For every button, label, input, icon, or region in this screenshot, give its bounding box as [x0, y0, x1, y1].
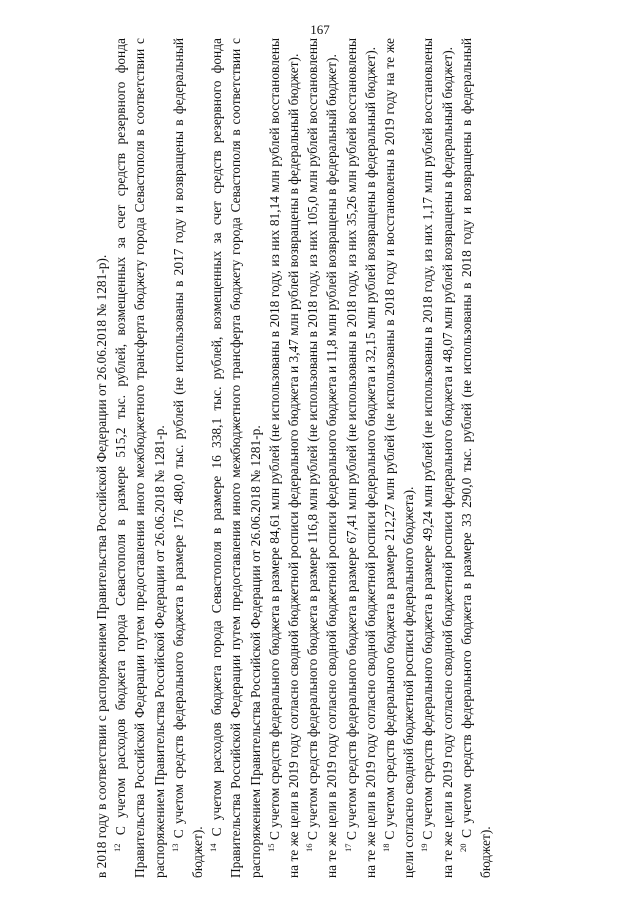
footnote-text: С учетом средств федерального бюджета в размере 176 480,0 тыс. рублей (не использованы в 2017 году и возвращены в федеральный бюджет). [170, 38, 206, 878]
footnote-13 [169, 38, 207, 878]
rotated-footnotes-area [92, 38, 582, 878]
footnote-text: С учетом средств федерального бюджета в размере 49,24 млн рублей (не использованы в 2018 году, из них 1,17 млн рублей восстановлены на те же цели в 2019 году согласно сводной бюджетной росписи федерального бюджета и 48,07 млн рублей возвращены в федеральный бюджет). [420, 38, 455, 878]
footnote-text: С учетом средств федерального бюджета в размере 212,27 млн рублей (не использованы в 2018 году и восстановлены в 2019 году на те же цели согласно сводной бюджетной росписи федерального бюджета). [382, 38, 417, 878]
footnote-18 [380, 38, 418, 878]
footnote-text: С учетом средств федерального бюджета в размере 116,8 млн рублей (не использованы в 2018 году, из них 105,0 млн рублей восстановлены на те же цели в 2019 году согласно сводной бюджетной росписи федерального бюджета и 11,8 млн рублей возвращены в федеральный бюджет). [305, 38, 340, 878]
footnote-mark: 18 [381, 843, 392, 852]
footnote-mark: 15 [265, 843, 276, 852]
footnote-16 [303, 38, 341, 878]
footnote-text: С учетом расходов бюджета города Севастополя в размере 16 338,1 тыс. рублей, возмещенных за счет средств резервного фонда Правительства Российской Федерации путем предоставления иного межбюджетного трансферта бюджету города Севастополя в соответствии с распоряжением Правительства Российской Федерации от 26.06.2018 № 1281-р. [209, 38, 263, 878]
footnote-19 [418, 38, 456, 878]
footnote-17 [342, 38, 380, 878]
footnotes-list [92, 38, 495, 878]
footnote-mark: 20 [457, 843, 468, 852]
footnote-12 [111, 38, 169, 878]
footnote-text: С учетом средств федерального бюджета в размере 84,61 млн рублей (не использованы в 2018 году, из них 81,14 млн рублей восстановлены на те же цели в 2019 году согласно сводной бюджетной росписи федерального бюджета и 3,47 млн рублей возвращены в федеральный бюджет). [266, 38, 302, 878]
footnote-text: С учетом средств федерального бюджета в размере 67,41 млн рублей (не использованы в 2018 году, из них 35,26 млн рублей восстановлены на те же цели в 2019 году согласно сводной бюджетной росписи федерального бюджета и 32,15 млн рублей возвращены в федеральный бюджет). [343, 38, 378, 878]
footnote-15 [265, 38, 303, 878]
footnote-mark: 17 [342, 843, 353, 852]
footnote-text: в 2018 году в соответствии с распоряжением Правительства Российской Федерации от 26.06.2018 № 1281-р). [94, 254, 109, 878]
footnote-mark: 13 [169, 843, 180, 852]
footnote-20 [457, 38, 495, 878]
page-number: 167 [310, 22, 330, 37]
footnote-14 [207, 38, 265, 878]
footnote-mark: 14 [208, 843, 219, 852]
footnote-mark: 19 [419, 843, 430, 852]
footnote-text: С учетом расходов бюджета города Севастополя в размере 515,2 тыс. рублей, возмещенных за счет средств резервного фонда Правительства Российской Федерации путем предоставления иного межбюджетного трансферта бюджету города Севастополя в соответствии с распоряжением Правительства Российской Федерации от 26.06.2018 № 1281-р. [113, 38, 167, 878]
footnote-mark: 16 [304, 843, 315, 852]
footnote-mark: 12 [112, 843, 123, 852]
footnote-text: С учетом средств федерального бюджета в размере 33 290,0 тыс. рублей (не использованы в 2018 году и возвращены в федеральный бюджет). [458, 38, 494, 878]
footnote-continuation [92, 38, 111, 878]
